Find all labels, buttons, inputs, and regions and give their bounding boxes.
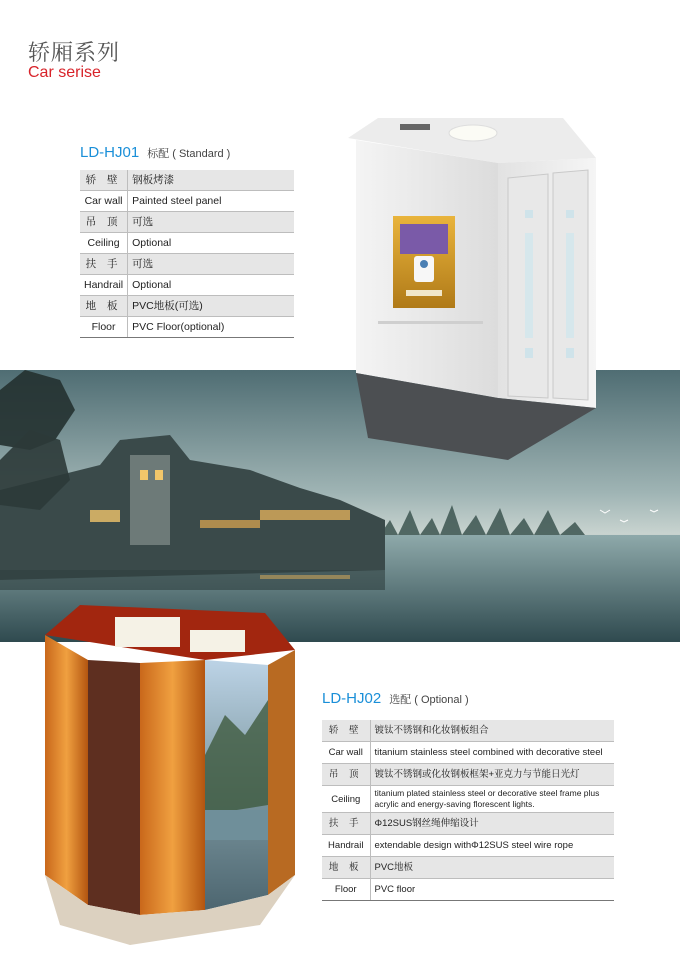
table-row: [80, 275, 294, 296]
row-value-cn: 镀钛不锈钢或化妆钢板框架+亚克力与节能日光灯: [370, 764, 614, 786]
table-row: [322, 857, 614, 879]
row-value-en: PVC floor: [370, 879, 614, 901]
table-row: [80, 317, 294, 338]
elevator-car-hj02-image: [40, 605, 298, 945]
row-label-cn: 轿 壁: [322, 720, 370, 742]
spec-table-hj01: [80, 170, 294, 338]
row-label-cn: 吊 顶: [80, 212, 128, 233]
row-label-en: Ceiling: [80, 233, 128, 254]
row-value-cn: 可选: [128, 254, 294, 275]
row-label-cn: 扶 手: [322, 813, 370, 835]
elevator-car-hj01-image: [348, 118, 596, 460]
model-hj02-code: LD-HJ02: [322, 690, 382, 707]
row-value-cn: PVC地板: [370, 857, 614, 879]
model-hj01-title: [80, 144, 230, 161]
row-value-cn: 镀钛不锈钢和化妆钢板组合: [370, 720, 614, 742]
row-value-cn: 可选: [128, 212, 294, 233]
table-row: [322, 835, 614, 857]
table-row: [322, 879, 614, 901]
row-label-en: Floor: [80, 317, 128, 338]
row-label-cn: 地 板: [322, 857, 370, 879]
row-value-en: Optional: [128, 233, 294, 254]
row-label-en: Ceiling: [322, 786, 370, 813]
table-row: [322, 764, 614, 786]
row-label-en: Handrail: [80, 275, 128, 296]
table-row: [80, 212, 294, 233]
row-label-cn: 轿 壁: [80, 170, 128, 191]
table-row: [80, 191, 294, 212]
table-row: [322, 813, 614, 835]
row-label-cn: 地 板: [80, 296, 128, 317]
row-value-en: Optional: [128, 275, 294, 296]
table-row: [80, 170, 294, 191]
model-hj02-title: [322, 690, 469, 707]
row-label-cn: 吊 顶: [322, 764, 370, 786]
row-value-en: extendable design withΦ12SUS steel wire rope: [370, 835, 614, 857]
spec-table-hj02: [322, 720, 614, 901]
table-row: [322, 742, 614, 764]
row-value-cn: PVC地板(可选): [128, 296, 294, 317]
row-value-cn: 钢板烤漆: [128, 170, 294, 191]
row-value-en: titanium plated stainless steel or decorative steel frame plus acrylic and energy-saving florescent lights.: [370, 786, 614, 813]
table-row: [322, 720, 614, 742]
row-value-cn: Φ12SUS钢丝绳伸缩设计: [370, 813, 614, 835]
page-title-cn: 轿厢系列: [28, 40, 121, 65]
row-label-en: Car wall: [322, 742, 370, 764]
model-hj01-subtitle: 标配 ( Standard ): [147, 148, 231, 160]
table-row: [80, 296, 294, 317]
row-value-en: PVC Floor(optional): [128, 317, 294, 338]
table-row: [80, 233, 294, 254]
page-title-en: Car serise: [28, 64, 101, 81]
row-label-en: Floor: [322, 879, 370, 901]
row-label-cn: 扶 手: [80, 254, 128, 275]
table-row: [80, 254, 294, 275]
model-hj02-subtitle: 选配 ( Optional ): [389, 694, 469, 706]
row-value-en: titanium stainless steel combined with decorative steel: [370, 742, 614, 764]
row-label-en: Car wall: [80, 191, 128, 212]
table-row: [322, 786, 614, 813]
row-label-en: Handrail: [322, 835, 370, 857]
row-value-en: Painted steel panel: [128, 191, 294, 212]
model-hj01-code: LD-HJ01: [80, 144, 140, 161]
